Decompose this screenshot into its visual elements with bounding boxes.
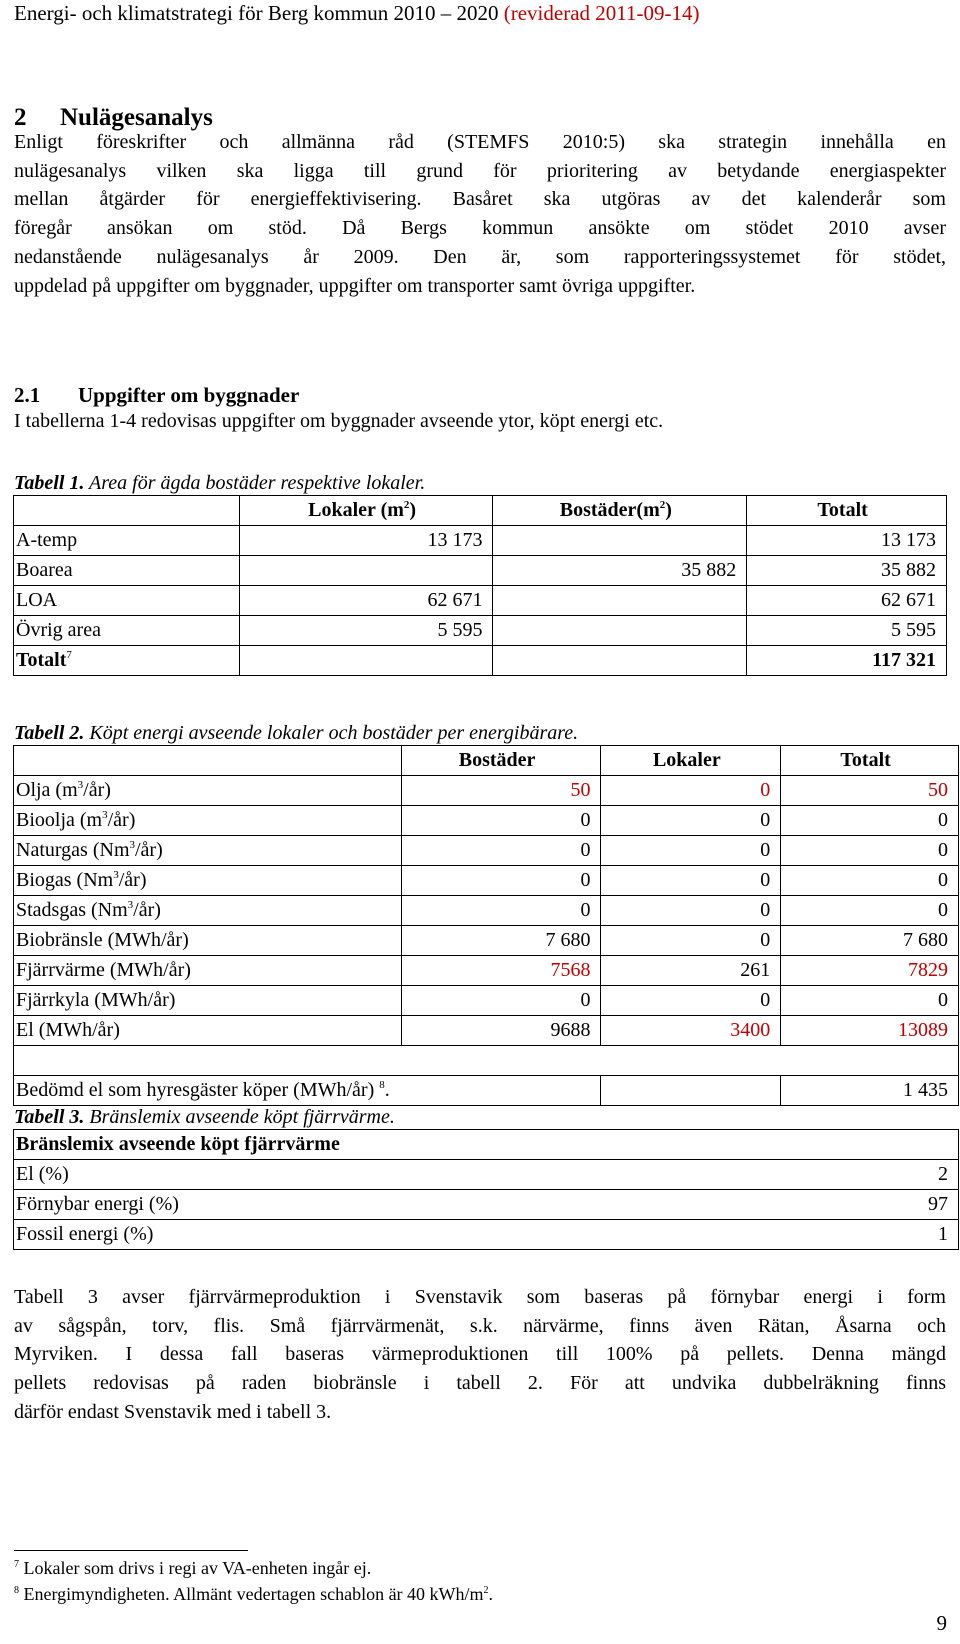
table-row (14, 526, 947, 556)
table-row (14, 616, 947, 646)
table2-caption-label: Tabell 2. (14, 722, 85, 744)
cell-totalt: 35 882 (747, 556, 947, 586)
row-label: El (%) (14, 1160, 811, 1190)
cell-lokaler: 0 (601, 836, 781, 866)
table3-fuel-mix (13, 1129, 959, 1250)
cell-bostader (493, 646, 747, 676)
table1-caption (14, 470, 425, 496)
cell-totalt: 7 680 (781, 926, 959, 956)
table1-area (13, 495, 947, 676)
row-label: Biobränsle (MWh/år) (14, 926, 402, 956)
cell-bostader: 0 (401, 866, 601, 896)
row-label: Fossil energi (%) (14, 1220, 811, 1250)
cell-totalt: 0 (781, 896, 959, 926)
paragraph-line: pellets redovisas på raden biobränsle i tabell 2. För att undvika dubbelräkning finns (14, 1372, 946, 1395)
cell-lokaler: 0 (601, 806, 781, 836)
cell-totalt: 7829 (781, 956, 959, 986)
paragraph-line: Enligt föreskrifter och allmänna råd (STEMFS 2010:5) ska strategin innehålla en (14, 131, 946, 153)
section-intro-paragraph (14, 128, 946, 300)
row-label-total: Totalt$^7$ (14, 646, 240, 676)
paragraph-line: föregår ansökan om stöd. Då Bergs kommun ansökte om stödet 2010 avser (14, 217, 946, 240)
row-label: El (MWh/år) (14, 1016, 402, 1046)
table-header-lokaler: Lokaler $(m^2)$ (239, 496, 493, 526)
table-header-lokaler: Lokaler (601, 746, 781, 776)
cell-lokaler: 0 (601, 926, 781, 956)
cell-bostader (493, 526, 747, 556)
table-row (14, 986, 959, 1016)
header-revision: (reviderad 2011-09-14) (503, 1, 700, 25)
cell-totalt: 1 435 (781, 1076, 959, 1106)
table-row (14, 836, 959, 866)
row-label: Bioolja $(m^3/år)$ (14, 806, 402, 836)
table-header-empty (14, 496, 240, 526)
table-row (14, 956, 959, 986)
cell-lokaler: 0 (601, 776, 781, 806)
running-header (14, 0, 699, 26)
cell-value: 97 (811, 1190, 959, 1220)
row-label: A-temp (14, 526, 240, 556)
table-row (14, 776, 959, 806)
cell-lokaler (239, 556, 493, 586)
cell-lokaler: 13 173 (239, 526, 493, 556)
closing-paragraph (14, 1283, 946, 1427)
cell-totalt: 0 (781, 986, 959, 1016)
table-header-row (14, 1130, 959, 1160)
cell-bostader: 9688 (401, 1016, 601, 1046)
row-label: Fjärrvärme (MWh/år) (14, 956, 402, 986)
paragraph-line: mellan åtgärder för energieffektivisering. Basåret ska utgöras av det kalenderår som (14, 188, 946, 211)
footnote-7: $^7$ Lokaler som drivs i regi av VA-enheten ingår ej. (14, 1558, 372, 1578)
row-label: Boarea (14, 556, 240, 586)
paragraph-line: Tabell 3 avser fjärrvärmeproduktion i Svenstavik som baseras på förnybar energi i form (14, 1286, 946, 1308)
cell-bostader: 0 (401, 806, 601, 836)
table-header-empty (14, 746, 402, 776)
table-header-row (14, 496, 947, 526)
cell-lokaler: 0 (601, 866, 781, 896)
table2-caption (14, 720, 578, 746)
row-label: Övrig area (14, 616, 240, 646)
table-row (14, 1016, 959, 1046)
cell-bostader: 0 (401, 896, 601, 926)
spacer-cell (14, 1046, 959, 1076)
table3-caption-text: Bränslemix avseende köpt fjärrvärme. (89, 1106, 395, 1128)
table-row (14, 926, 959, 956)
cell-bostader: 0 (401, 986, 601, 1016)
cell-totalt: 0 (781, 806, 959, 836)
table1-caption-text: Area för ägda bostäder respektive lokaler. (89, 472, 426, 494)
table3-caption-label: Tabell 3. (14, 1106, 85, 1128)
paragraph-line: uppdelad på uppgifter om byggnader, uppgifter om transporter samt övriga uppgifter. (14, 274, 696, 297)
cell-lokaler: 261 (601, 956, 781, 986)
cell-totalt: 0 (781, 866, 959, 896)
row-label: Förnybar energi (%) (14, 1190, 811, 1220)
cell-value: 1 (811, 1220, 959, 1250)
paragraph-line: nulägesanalys vilken ska ligga till grund för prioritering av betydande energiaspekter (14, 159, 946, 182)
section-number: 2 (14, 104, 27, 131)
cell-lokaler: 62 671 (239, 586, 493, 616)
cell-bostader: 0 (401, 836, 601, 866)
header-title: Energi- och klimatstrategi för Berg kommun 2010 – 2020 (14, 1, 499, 25)
cell-totalt: 5 595 (747, 616, 947, 646)
cell-lokaler (601, 1076, 781, 1106)
table-row (14, 896, 959, 926)
paragraph-line: därför endast Svenstavik med i tabell 3. (14, 1400, 332, 1423)
cell-lokaler: 0 (601, 986, 781, 1016)
table-row (14, 556, 947, 586)
table-row (14, 866, 959, 896)
table-header-bostader: $Bostäder(m^2)$ (493, 496, 747, 526)
table-header-row (14, 746, 959, 776)
cell-bostader (493, 586, 747, 616)
table-row (14, 586, 947, 616)
cell-totalt: 117 321 (747, 646, 947, 676)
table-estimate-row (14, 1076, 959, 1106)
table2-caption-text: Köpt energi avseende lokaler och bostäder per energibärare. (89, 722, 579, 744)
cell-bostader: 50 (401, 776, 601, 806)
cell-bostader: 7 680 (401, 926, 601, 956)
cell-bostader: 35 882 (493, 556, 747, 586)
cell-totalt: 0 (781, 836, 959, 866)
table-header-bostader: Bostäder (401, 746, 601, 776)
paragraph-line: av sågspån, torv, flis. Små fjärrvärmenät, s.k. närvärme, finns även Rätan, Åsarna och (14, 1314, 946, 1337)
cell-lokaler: 0 (601, 896, 781, 926)
row-label: Fjärrkyla (MWh/år) (14, 986, 402, 1016)
table3-caption (14, 1104, 395, 1130)
table-header-totalt: Totalt (781, 746, 959, 776)
row-label: Olja $(m^3/år)$ (14, 776, 402, 806)
table2-purchased-energy (13, 745, 959, 1106)
cell-value: 2 (811, 1160, 959, 1190)
table1-caption-label: Tabell 1. (14, 472, 85, 494)
table-header-totalt: Totalt (747, 496, 947, 526)
subsection-number: 2.1 (14, 383, 41, 407)
cell-lokaler: 5 595 (239, 616, 493, 646)
footnote-divider (14, 1550, 248, 1551)
table-spacer-row (14, 1046, 959, 1076)
cell-totalt: 62 671 (747, 586, 947, 616)
cell-bostader: 7568 (401, 956, 601, 986)
cell-lokaler (239, 646, 493, 676)
paragraph-line: nedanstående nulägesanalys år 2009. Den är, som rapporteringssystemet för stödet, (14, 245, 946, 268)
cell-lokaler: 3400 (601, 1016, 781, 1046)
section-title: Nulägesanalys (60, 104, 213, 131)
cell-totalt: 13089 (781, 1016, 959, 1046)
row-label: Naturgas (Nm$^3$/år) (14, 836, 402, 866)
row-label: Bedömd el som hyresgäster köper (MWh/år) $^8$. (14, 1076, 601, 1106)
table-total-row (14, 646, 947, 676)
page-number: 9 (936, 1611, 947, 1635)
cell-bostader (493, 616, 747, 646)
paragraph-line: Myrviken. I dessa fall baseras värmeproduktionen till 100% på pellets. Denna mängd (14, 1343, 946, 1366)
subsection-heading (14, 382, 299, 408)
cell-totalt: 50 (781, 776, 959, 806)
table-row (14, 1160, 959, 1190)
subsection-title: Uppgifter om byggnader (78, 383, 300, 407)
table-row (14, 1190, 959, 1220)
row-label: Stadsgas (Nm$^3$/år) (14, 896, 402, 926)
table-header-fuel-mix: Bränslemix avseende köpt fjärrvärme (14, 1130, 959, 1160)
subsection-intro-text: I tabellerna 1-4 redovisas uppgifter om byggnader avseende ytor, köpt energi etc. (14, 410, 664, 432)
row-label: Biogas (Nm$^3$/år) (14, 866, 402, 896)
subsection-intro (14, 407, 946, 436)
footnote-8: $^8$ Energimyndigheten. Allmänt vedertagen schablon är 40 kWh/$m^2$. (14, 1584, 494, 1604)
table-row (14, 806, 959, 836)
row-label: LOA (14, 586, 240, 616)
cell-totalt: 13 173 (747, 526, 947, 556)
table-row (14, 1220, 959, 1250)
